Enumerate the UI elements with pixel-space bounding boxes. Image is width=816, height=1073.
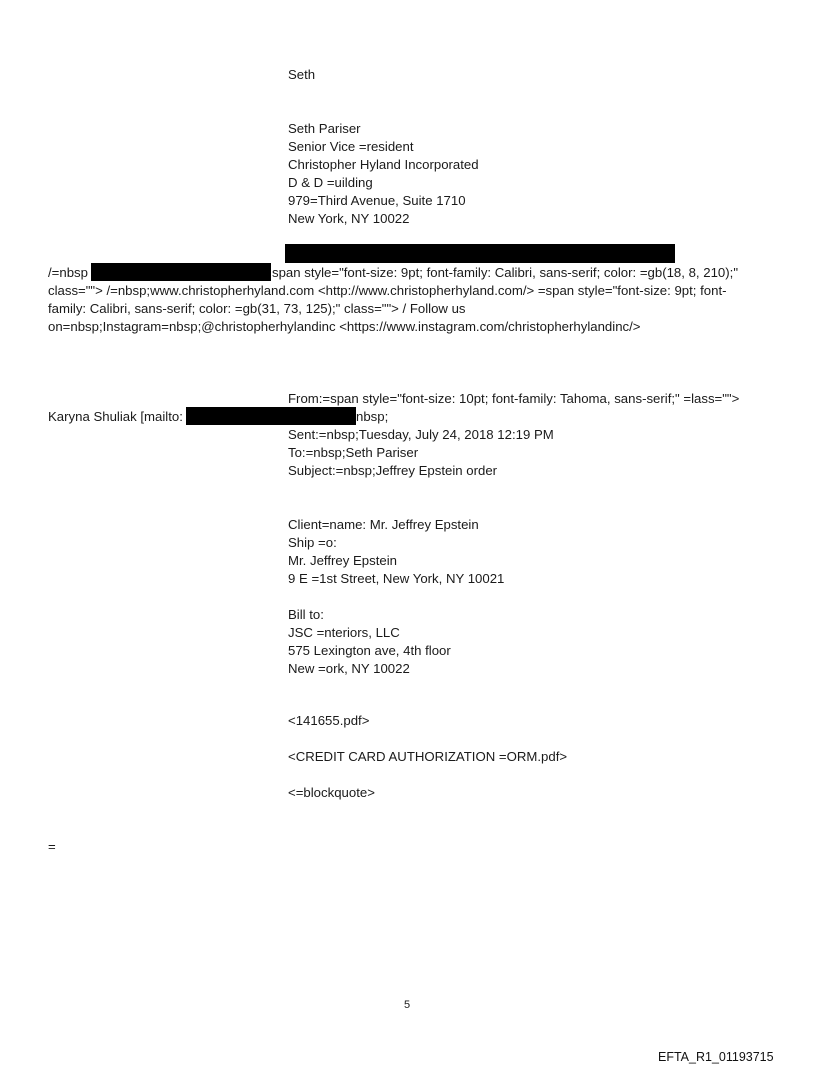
order-bill-street: 575 Lexington ave, 4th floor: [288, 643, 451, 658]
stray-equals: =: [48, 839, 56, 854]
order-ship-name: Mr. Jeffrey Epstein: [288, 553, 397, 568]
sender-suffix: nbsp;: [356, 409, 389, 424]
order-bill-label: Bill to:: [288, 607, 324, 622]
page-number: 5: [404, 999, 411, 1011]
residue-line3: family: Calibri, sans-serif; color: =gb(31, 73, 125);" class=""> / Follow us: [48, 301, 466, 316]
email-subject: Subject:=nbsp;Jeffrey Epstein order: [288, 463, 498, 478]
order-client: Client=name: Mr. Jeffrey Epstein: [288, 517, 479, 532]
residue-line4: on=nbsp;Instagram=nbsp;@christopherhylandinc <https://www.instagram.com/christopherhylandinc/>: [48, 319, 641, 334]
order-ship-label: Ship =o:: [288, 535, 337, 550]
signature-title: Senior Vice =resident: [288, 139, 414, 154]
signature-city: New York, NY 10022: [288, 211, 410, 226]
residue-prefix: /=nbsp: [48, 265, 88, 280]
blockquote-tag: <=blockquote>: [288, 785, 375, 800]
residue-line1: span style="font-size: 9pt; font-family: Calibri, sans-serif; color: =gb(18, 8, 210);": [272, 265, 738, 280]
redaction-bar: [285, 244, 675, 263]
signature-street: 979=Third Avenue, Suite 1710: [288, 193, 466, 208]
attachment-file1: <141655.pdf>: [288, 713, 370, 728]
greeting: Seth: [288, 67, 316, 82]
order-bill-block: [288, 606, 451, 678]
email-from: From:=span style="font-size: 10pt; font-family: Tahoma, sans-serif;" =lass="">: [288, 391, 740, 406]
signature-building: D & D =uilding: [288, 175, 373, 190]
sender-prefix: Karyna Shuliak [mailto:: [48, 409, 183, 424]
order-bill-city: New =ork, NY 10022: [288, 661, 410, 676]
email-to: To:=nbsp;Seth Pariser: [288, 445, 419, 460]
signature-name: Seth Pariser: [288, 121, 361, 136]
redaction-bar: [186, 407, 356, 425]
order-ship-address: 9 E =1st Street, New York, NY 10021: [288, 571, 505, 586]
residue-line2: class=""> /=nbsp;www.christopherhyland.com <http://www.christopherhyland.com/> =span style="font-size: 9pt; font-: [48, 283, 727, 298]
bates-id: EFTA_R1_01193715: [658, 1050, 774, 1064]
redaction-bar: [91, 263, 271, 281]
order-bill-name: JSC =nteriors, LLC: [288, 625, 400, 640]
signature-block: [288, 120, 479, 228]
email-sent: Sent:=nbsp;Tuesday, July 24, 2018 12:19 PM: [288, 427, 554, 442]
attachment-file2: <CREDIT CARD AUTHORIZATION =ORM.pdf>: [288, 749, 568, 764]
order-ship-block: [288, 516, 504, 588]
signature-company: Christopher Hyland Incorporated: [288, 157, 479, 172]
